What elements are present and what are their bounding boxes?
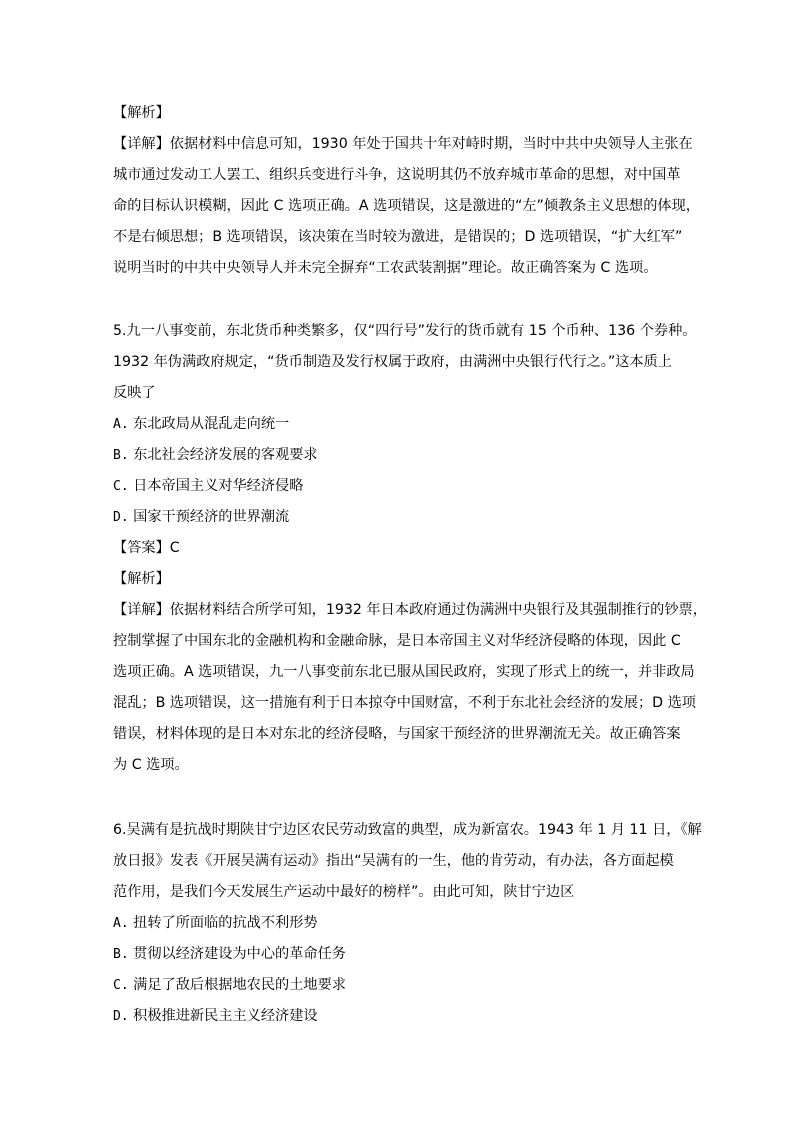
detail-line: 城市通过发动工人罢工、组织兵变进行斗争，这说明其仍不放弃城市革命的思想，对中国革 xyxy=(113,167,681,183)
question-stem-line: 反映了 xyxy=(113,385,156,401)
detail-line: 【详解】依据材料中信息可知，1930 年处于国共十年对峙时期，当时中共中央领导人主张在 xyxy=(113,136,693,152)
previous-question-analysis xyxy=(113,98,700,284)
question-stem-line: 5.九一八事变前，东北货币种类繁多，仅“四行号”发行的货币就有 15 个币种、136 个券种。 xyxy=(113,323,697,339)
question-stem-line: 6.吴满有是抗战时期陕甘宁边区农民劳动致富的典型，成为新富农。1943 年 1 月 11 日，《解 xyxy=(113,822,702,838)
question-stem-line: 范作用，是我们今天发展生产运动中最好的榜样”。由此可知，陕甘宁边区 xyxy=(113,884,575,900)
detail-line: 控制掌握了中国东北的金融机构和金融命脉，是日本帝国主义对华经济侵略的体现，因此 C xyxy=(113,633,681,649)
detail-line: 命的目标认识模糊，因此 C 选项正确。A 选项错误，这是激进的“左”倾教条主义思想的体现， xyxy=(113,198,700,214)
option-b: B. 贯彻以经济建设为中心的革命任务 xyxy=(113,946,346,962)
analysis-label: 【解析】 xyxy=(113,571,170,587)
option-b: B. 东北社会经济发展的客观要求 xyxy=(113,447,318,463)
detail-line: 说明当时的中共中央领导人并未完全摒弃“工农武装割据”理论。故正确答案为 C 选项。 xyxy=(113,260,658,276)
detail-line: 不是右倾思想；B 选项错误，该决策在当时较为激进，是错误的；D 选项错误，“扩大红军” xyxy=(113,229,683,245)
question-5 xyxy=(113,316,707,781)
question-6 xyxy=(113,815,702,1032)
detail-line: 选项正确。A 选项错误，九一八事变前东北已服从国民政府，实现了形式上的统一，并非政局 xyxy=(113,664,695,680)
detail-line: 混乱；B 选项错误，这一措施有利于日本掠夺中国财富，不利于东北社会经济的发展；D 选项 xyxy=(113,695,696,711)
option-c: C. 满足了敌后根据地农民的土地要求 xyxy=(113,977,346,993)
option-d: D. 国家干预经济的世界潮流 xyxy=(113,509,290,525)
analysis-label: 【解析】 xyxy=(113,105,170,121)
detail-line: 错误，材料体现的是日本对东北的经济侵略，与国家干预经济的世界潮流无关。故正确答案 xyxy=(113,726,681,742)
option-a: A. 东北政局从混乱走向统一 xyxy=(113,416,290,432)
question-stem-line: 1932 年伪满政府规定，“货币制造及发行权属于政府，由满洲中央银行代行之。”这本质上 xyxy=(113,354,672,370)
option-c: C. 日本帝国主义对华经济侵略 xyxy=(113,478,304,494)
answer-label: 【答案】C xyxy=(113,540,180,556)
option-d: D. 积极推进新民主主义经济建设 xyxy=(113,1008,318,1024)
question-stem-line: 放日报》发表《开展吴满有运动》指出“吴满有的一生，他的肯劳动，有办法，各方面起模 xyxy=(113,853,674,869)
detail-line: 【详解】依据材料结合所学可知，1932 年日本政府通过伪满洲中央银行及其强制推行的钞票， xyxy=(113,602,707,618)
option-a: A. 扭转了所面临的抗战不利形势 xyxy=(113,915,318,931)
detail-line: 为 C 选项。 xyxy=(113,757,189,773)
